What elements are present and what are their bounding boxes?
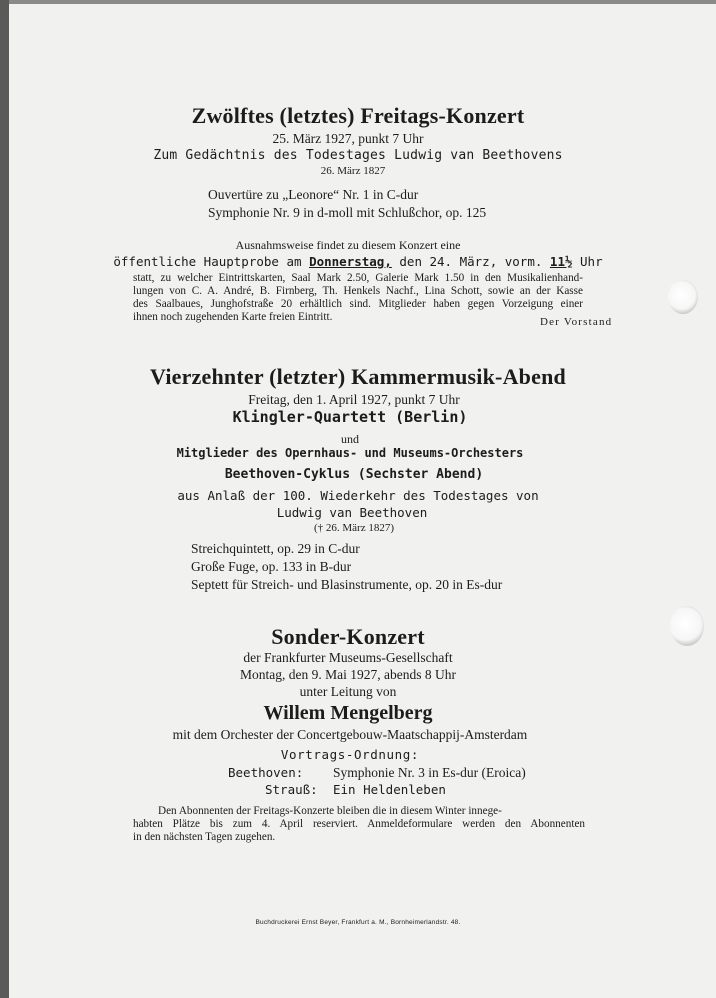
concert1-ticket-line: ihnen noch zugehenden Karte freien Eintritt.: [133, 311, 333, 323]
concert3-conductor: Willem Mengelberg: [263, 702, 433, 724]
concert1-ticket-line: lungen von C. A. André, B. Firnberg, Th. Henkels Nachf., Lina Schott, sowie an der Kasse: [133, 285, 583, 297]
printer-imprint: Buchdruckerei Ernst Beyer, Frankfurt a. M., Bornheimerlandstr. 48.: [255, 919, 461, 926]
concert3-title: Sonder-Konzert: [271, 624, 425, 649]
concert3-host: der Frankfurter Museums-Gesellschaft: [243, 650, 453, 665]
concert3-program-composer: Beethoven:: [228, 765, 304, 780]
concert3-program-work: Ein Heldenleben: [333, 782, 446, 797]
concert2-composer: Ludwig van Beethoven: [276, 505, 428, 520]
concert1-program-item: Symphonie Nr. 9 in d-moll mit Schlußchor, op. 125: [208, 205, 487, 220]
subscriber-note-line: Den Abonnenten der Freitags-Konzerte bleiben die in diesem Winter innege-: [158, 805, 502, 817]
concert1-memorial: Zum Gedächtnis des Todestages Ludwig van Beethovens: [153, 148, 563, 163]
notice-pre: öffentliche Hauptprobe am: [113, 254, 302, 269]
concert3-orchestra: mit dem Orchester der Concertgebouw-Maatschappij-Amsterdam: [172, 727, 528, 742]
concert1-notice-intro: Ausnahmsweise findet zu diesem Konzert eine: [235, 238, 461, 252]
concert2-and: und: [341, 432, 359, 446]
concert1-notice-line: [0, 254, 716, 269]
concert3-program-work: Symphonie Nr. 3 in Es-dur (Eroica): [333, 765, 526, 780]
concert2-occasion: aus Anlaß der 100. Wiederkehr des Todestages von: [177, 488, 539, 503]
concert3-order-heading: Vortrags-Ordnung:: [280, 747, 420, 762]
concert3-program-composer: Strauß:: [265, 782, 318, 797]
concert3-direction: unter Leitung von: [299, 684, 397, 699]
notice-mid: den 24. März, vorm.: [399, 254, 543, 269]
concert3-date: Montag, den 9. Mai 1927, abends 8 Uhr: [240, 667, 456, 682]
concert2-date: Freitag, den 1. April 1927, punkt 7 Uhr: [248, 392, 460, 407]
concert1-date: 25. März 1927, punkt 7 Uhr: [272, 131, 424, 146]
concert2-program-item: Septett für Streich- und Blasinstrumente, op. 20 in Es-dur: [191, 577, 503, 592]
concert1-title: Zwölftes (letztes) Freitags-Konzert: [191, 103, 525, 128]
concert2-program-item: Große Fuge, op. 133 in B-dur: [191, 559, 352, 574]
concert1-ticket-line: des Saalbaues, Junghofstraße 20 erhältlich sind. Mitglieder haben gegen Vorzeigung einer: [133, 298, 583, 310]
concert2-program-item: Streichquintett, op. 29 in C-dur: [191, 541, 360, 556]
subscriber-note-line: in den nächsten Tagen zugehen.: [133, 831, 276, 843]
scan-edge-top: [0, 0, 716, 4]
notice-day: Donnerstag,: [309, 254, 392, 269]
concert1-signature: Der Vorstand: [540, 316, 613, 328]
concert2-performer: Klingler-Quartett (Berlin): [232, 408, 468, 426]
notice-time: 11½: [549, 254, 573, 269]
concert1-program-item: Ouvertüre zu „Leonore“ Nr. 1 in C-dur: [208, 187, 419, 202]
punch-hole: [668, 280, 698, 314]
notice-end: Uhr: [580, 254, 603, 269]
concert1-ticket-line: statt, zu welcher Eintrittskarten, Saal Mark 2.50, Galerie Mark 1.50 in den Musikalienhand-: [133, 272, 583, 284]
concert2-members: Mitglieder des Opernhaus- und Museums-Orchesters: [176, 446, 524, 460]
concert2-death-date: († 26. März 1827): [313, 522, 395, 534]
concert2-cycle: Beethoven-Cyklus (Sechster Abend): [224, 467, 484, 482]
concert1-memorial-date: 26. März 1827: [320, 165, 386, 177]
subscriber-note-line: habten Plätze bis zum 4. April reserviert. Anmeldeformulare werden den Abonnenten: [133, 818, 585, 830]
concert2-title: Vierzehnter (letzter) Kammermusik-Abend: [150, 364, 566, 389]
